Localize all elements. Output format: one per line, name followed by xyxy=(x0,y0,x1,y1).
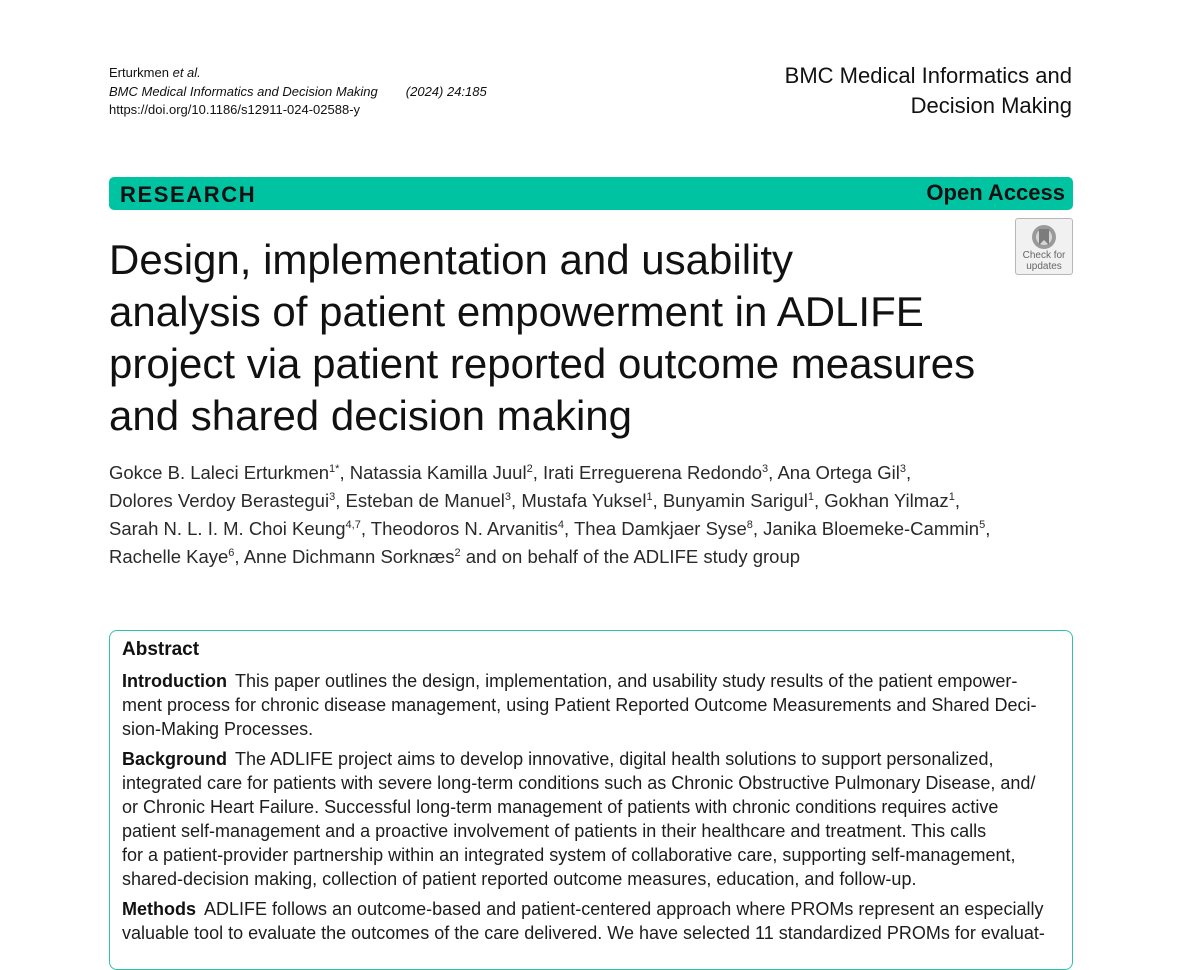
abstract-section xyxy=(122,897,1062,945)
title-line: analysis of patient empowerment in ADLIFE xyxy=(109,288,924,335)
title-line: and shared decision making xyxy=(109,392,632,439)
affiliation-marker[interactable]: 1 xyxy=(948,490,955,503)
author-name[interactable]: Thea Damkjaer Syse xyxy=(574,518,747,539)
author-separator: , xyxy=(335,490,346,511)
title-line: Design, implementation and usability xyxy=(109,236,794,283)
abstract-text-line: ment process for chronic disease management, using Patient Reported Outcome Measurements and Shared Deci- xyxy=(122,695,1037,715)
author-separator: , xyxy=(752,518,764,539)
affiliation-marker[interactable]: 2 xyxy=(526,462,533,475)
abstract-section xyxy=(122,747,1062,891)
affiliation-marker[interactable]: 4,7 xyxy=(345,518,361,531)
author-name[interactable]: Esteban de Manuel xyxy=(345,490,505,511)
author-separator: , xyxy=(954,490,960,511)
affiliation-marker[interactable]: 5 xyxy=(979,518,986,531)
abstract-text-line: patient self-management and a proactive involvement of patients in their healthcare and treatment. This calls xyxy=(122,821,987,841)
abstract-text-line xyxy=(122,669,1062,693)
article-meta xyxy=(109,64,487,120)
article-type-label: RESEARCH xyxy=(120,182,257,207)
author-line xyxy=(109,487,990,515)
article-title xyxy=(109,234,1069,442)
author-line xyxy=(109,64,487,83)
first-author: Erturkmen xyxy=(109,65,169,80)
author-separator: , xyxy=(234,546,244,567)
doi-link[interactable]: https://doi.org/10.1186/s12911-024-02588-y xyxy=(109,102,361,117)
check-for-updates-line1: Check for xyxy=(1022,250,1066,261)
affiliation-marker[interactable]: 2 xyxy=(454,546,461,559)
abstract-text: ADLIFE follows an outcome-based and patient-centered approach where PROMs represent an especially xyxy=(204,899,1044,919)
abstract-section xyxy=(122,669,1062,741)
author-line xyxy=(109,459,990,487)
et-al: et al. xyxy=(172,65,201,80)
abstract-text-line xyxy=(122,747,1062,771)
journal-name: BMC Medical Informatics and Decision Making xyxy=(109,83,378,99)
journal-title-line: Decision Making xyxy=(910,93,1072,118)
abstract-text-line xyxy=(122,897,1062,921)
title-line: project via patient reported outcome measures xyxy=(109,340,976,387)
abstract-section-heading: Introduction xyxy=(122,671,227,691)
author-name[interactable]: Natassia Kamilla Juul xyxy=(349,462,527,483)
abstract-text-line: valuable tool to evaluate the outcomes of the care delivered. We have selected 11 standardized PROMs for evaluat- xyxy=(122,923,1045,943)
abstract-section-heading: Methods xyxy=(122,899,196,919)
author-name[interactable]: Anne Dichmann Sorknæs xyxy=(243,546,455,567)
author-separator: , xyxy=(532,462,543,483)
abstract-text-line: or Chronic Heart Failure. Successful long-term management of patients with chronic conditions requires active xyxy=(122,797,999,817)
author-name[interactable]: Rachelle Kaye xyxy=(109,546,229,567)
abstract-text-line: integrated care for patients with severe long-term conditions such as Chronic Obstructive Pulmonary Disease, and/ xyxy=(122,773,1036,793)
author-name[interactable]: Janika Bloemeke-Cammin xyxy=(763,518,980,539)
author-separator: , xyxy=(985,518,991,539)
abstract-section-heading: Background xyxy=(122,749,228,769)
affiliation-marker[interactable]: 1 xyxy=(646,490,653,503)
affiliation-marker[interactable]: 1 xyxy=(807,490,814,503)
affiliation-marker[interactable]: 8 xyxy=(746,518,753,531)
year-volume: (2024) 24:185 xyxy=(405,83,487,99)
journal-title xyxy=(785,61,1072,121)
author-name[interactable]: Mustafa Yuksel xyxy=(521,490,647,511)
author-name[interactable]: Irati Erreguerena Redondo xyxy=(542,462,763,483)
author-name[interactable]: Gokhan Yilmaz xyxy=(824,490,949,511)
affiliation-marker[interactable]: 3 xyxy=(762,462,769,475)
author-list xyxy=(109,459,990,571)
author-separator: , xyxy=(564,518,574,539)
affiliation-marker[interactable]: 4 xyxy=(557,518,565,531)
author-line xyxy=(109,515,990,543)
author-name[interactable]: Gokce B. Laleci Erturkmen xyxy=(109,462,330,483)
open-access-label: Open Access xyxy=(926,180,1065,205)
abstract-box xyxy=(109,630,1073,970)
author-separator: , xyxy=(768,462,778,483)
abstract-text-line: shared-decision making, collection of patient reported outcome measures, education, and follow-up. xyxy=(122,869,917,889)
author-separator: and on behalf of the ADLIFE study group xyxy=(460,546,801,567)
author-line xyxy=(109,543,990,571)
author-separator: , xyxy=(905,462,912,483)
check-for-updates-line2: updates xyxy=(1026,261,1062,272)
affiliation-marker[interactable]: 3 xyxy=(899,462,906,475)
author-name[interactable]: Ana Ortega Gil xyxy=(777,462,900,483)
author-separator: , xyxy=(360,518,371,539)
author-name[interactable]: Theodoros N. Arvanitis xyxy=(370,518,558,539)
journal-citation-line xyxy=(109,83,487,102)
author-separator: , xyxy=(652,490,663,511)
abstract-text-line: for a patient-provider partnership within an integrated system of collaborative care, supporting self-management, xyxy=(122,845,1016,865)
journal-title-line: BMC Medical Informatics and xyxy=(784,63,1072,88)
author-separator: , xyxy=(813,490,825,511)
affiliation-marker[interactable]: 3 xyxy=(329,490,336,503)
article-type-banner xyxy=(109,177,1073,210)
author-name[interactable]: Bunyamin Sarigul xyxy=(662,490,808,511)
author-separator: , xyxy=(511,490,522,511)
abstract-text-line: sion-Making Processes. xyxy=(122,719,314,739)
abstract-heading: Abstract xyxy=(122,639,200,660)
abstract-text: This paper outlines the design, implementation, and usability study results of the patient empower- xyxy=(234,671,1018,691)
affiliation-marker[interactable]: 1* xyxy=(329,462,340,475)
affiliation-marker[interactable]: 6 xyxy=(228,546,235,559)
author-separator: , xyxy=(339,462,350,483)
affiliation-marker[interactable]: 3 xyxy=(504,490,512,503)
author-name[interactable]: Sarah N. L. I. M. Choi Keung xyxy=(109,518,346,539)
abstract-text: The ADLIFE project aims to develop innovative, digital health solutions to support personalized, xyxy=(235,749,994,769)
author-name[interactable]: Dolores Verdoy Berastegui xyxy=(109,490,330,511)
abstract-sections xyxy=(122,669,1062,951)
